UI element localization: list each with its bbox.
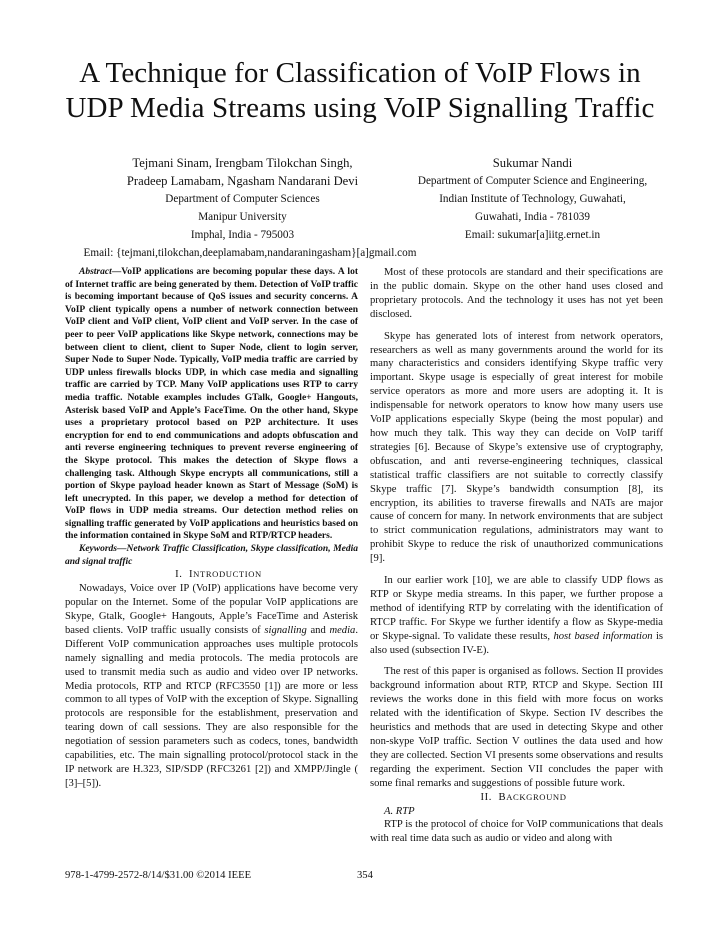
section-title-rest: ACKGROUND — [506, 791, 567, 802]
author-name-right: Sukumar Nandi — [492, 156, 573, 170]
paper-title-line-1: A Technique for Classification of VoIP Flows in — [79, 57, 641, 89]
right-p3-em: host based information — [553, 630, 653, 642]
subsection-heading-rtp: A. RTP — [384, 805, 415, 817]
right-paragraph-3 — [370, 574, 663, 657]
right-column — [370, 266, 663, 846]
right-p3-text-a: In our earlier work [10], we are able to classify UDP flows as RTP or Skype media streams. In this paper, we further propose a method of identifying RTP by correlating with the identification of RTCP traffic. For Skype we further identify a flow as Skype-media or Skype-signal. To validate these results, — [370, 575, 663, 642]
authors-right-block — [385, 154, 680, 244]
footer-copyright: 978-1-4799-2572-8/14/$31.00 ©2014 IEEE — [65, 870, 252, 881]
abstract-label: Abstract — [79, 267, 112, 277]
intro-text-a: Nowadays, Voice over IP (VoIP) applications have become very popular on the Internet. Some of the popular VoIP applications are Skype, Gtalk, Google+ Hangouts, Apple’s FaceTime and Asterisk based clients. VoIP traffic usually consists of — [65, 583, 358, 636]
keywords — [65, 543, 358, 568]
keywords-text: —Network Traffic Classification, Skype classification, Media and signal traffic — [65, 544, 358, 567]
right-paragraph-4: The rest of this paper is organised as follows. Section II provides background information about RTP, RTCP and Skype. Section III reviews the works done in this field with more focus on works related with the identification of Skype. Section IV describes the heuristics and methods that are used in detecting Skype and other non-skype VoIP traffic. Section V outlines the data used and how they are collected. Section VI presents some observations and results regarding the experiment. Section VII concludes the paper with some final remarks and suggestions of possible future work. — [370, 666, 663, 789]
intro-text-c: . Different VoIP communication approaches uses multiple protocols namely signalling and media protocols. The media protocols are used to transmit media such as audio and video over IP networks. Media protocols, RTP and RTCP (RFC3550 [1]) are more or less common to all types of VoIP with the exception of Skype. Signalling protocols are responsible for the establishment, preservation and tearing down of call sessions. They are also responsible for the negotiation of session parameters such as codecs, tones, bandwidth capabilities, etc. The main signalling protocol/protocol stack in the IP network are H.323, SIP/SDP (RFC3261 [2]) and XMPP/Jingle ( [3]–[5]). — [65, 624, 358, 789]
right-paragraph-2: Skype has generated lots of interest from network operators, researchers as well as many governments around the world for its many characteristics and considers identifying Skype traffic very important. Skype usage is especially of great interest for mobile service operators as more and more users are adopting it. It is indispensable for network operators to know how many users use VoIP applications especially Skype (being the most popular) and how much they talk. This way they can decide on VoIP tariff strategies [6]. Because of Skype’s extensive use of cryptography, obfuscation, and anti reverse-engineering techniques, classical statistical traffic classifiers are not suitable to correctly classify Skype traffic [7]. Skype’s bandwidth consumption [8], its encryption, its abilities to traverse firewalls and NATs are major cause of concern for many. In network environments that are subject to strict communication regulations, administrators may want to prohibit Skype to reduce the risk of unauthorized communications [9]. — [370, 330, 663, 565]
author-right-email: Email: sukumar[a]iitg.ernet.in — [464, 229, 601, 241]
right-p3-text-b: is also used (subsection IV-E). — [370, 630, 664, 656]
section-heading-background — [370, 791, 663, 805]
author-names-line-1: Tejmani Sinam, Irengbam Tilokchan Singh, — [132, 156, 353, 170]
author-right-city: Guwahati, India - 781039 — [475, 211, 590, 223]
abstract-text: —VoIP applications are becoming popular these days. A lot of Internet traffic are being generated by them. Detection of VoIP traffic is becoming important because of QoS issues and security concerns. A VoIP client typically opens a number of network connection between VoIP client and VoIP client, VoIP client and VoIP server. In the case of peer to peer VoIP applications like Skype network, connections may be between client to client, client to Super Node, client to login server, Super Node to Super Node. Typically, VoIP media traffic are carried by UDP unless firewalls blocks UDP, in which case media and signalling traffic are carried by TCP. Many VoIP applications uses RTP to carry media traffic. Notable examples includes GTalk, Google+ Hangouts, Asterisk based VoIP and Apple’s FaceTime. On the other hand, Skype uses a proprietary protocol based on P2P architecture. It uses encryption for end to end communications and adopts obfuscation and anti reverse engineering techniques to prevent reverse engineering of the Skype protocol. This makes the detection of Skype flows a challenging task. Although Skype encrypts all communications, still a portion of Skype payload header known as Start of Message (SoM) is left unecrypted. In this paper, we develop a method for detection of VoIP flows in UDP media streams. Our detection method relies on signalling traffic generated by VoIP applications and heuristics based on the information contained in Skype SoM and RTP/RTCP headers. — [65, 267, 358, 542]
intro-em-signalling: signalling — [264, 624, 307, 636]
author-right-institute: Indian Institute of Technology, Guwahati, — [439, 193, 626, 205]
intro-text-b: and — [306, 624, 330, 636]
author-email-line: Email: {tejmani,tilokchan,deeplamabam,nandaraningasham}[a]gmail.com — [83, 247, 417, 259]
author-right-department: Department of Computer Science and Engineering, — [417, 175, 648, 187]
intro-em-media: media — [329, 624, 356, 636]
section-title-initial: I — [189, 569, 194, 581]
section-number: II. — [480, 791, 493, 803]
authors-left-block — [65, 154, 420, 244]
section-title-rest: NTRODUCTION — [193, 569, 262, 580]
page-number: 354 — [357, 870, 373, 881]
paper-title-line-2: UDP Media Streams using VoIP Signalling Traffic — [65, 92, 655, 124]
author-department: Department of Computer Sciences — [165, 193, 320, 205]
section-title-initial: B — [498, 791, 507, 803]
author-names-line-2: Pradeep Lamabam, Ngasham Nandarani Devi — [126, 174, 359, 188]
right-paragraph-5: RTP is the protocol of choice for VoIP communications that deals with real time data such as audio or video and along with — [370, 819, 663, 845]
abstract — [65, 266, 358, 543]
left-column — [65, 266, 358, 791]
author-university: Manipur University — [198, 211, 287, 223]
section-number: I. — [175, 569, 183, 581]
section-heading-introduction — [65, 568, 358, 582]
intro-paragraph — [65, 582, 358, 791]
paper-title — [0, 56, 720, 126]
right-paragraph-1: Most of these protocols are standard and their specifications are in the public domain. Skype on the other hand uses closed and proprietary protocols. And the technology it uses has not yet been disclosed. — [370, 267, 663, 320]
author-city: Imphal, India - 795003 — [190, 229, 295, 241]
keywords-label: Keywords — [79, 544, 117, 555]
